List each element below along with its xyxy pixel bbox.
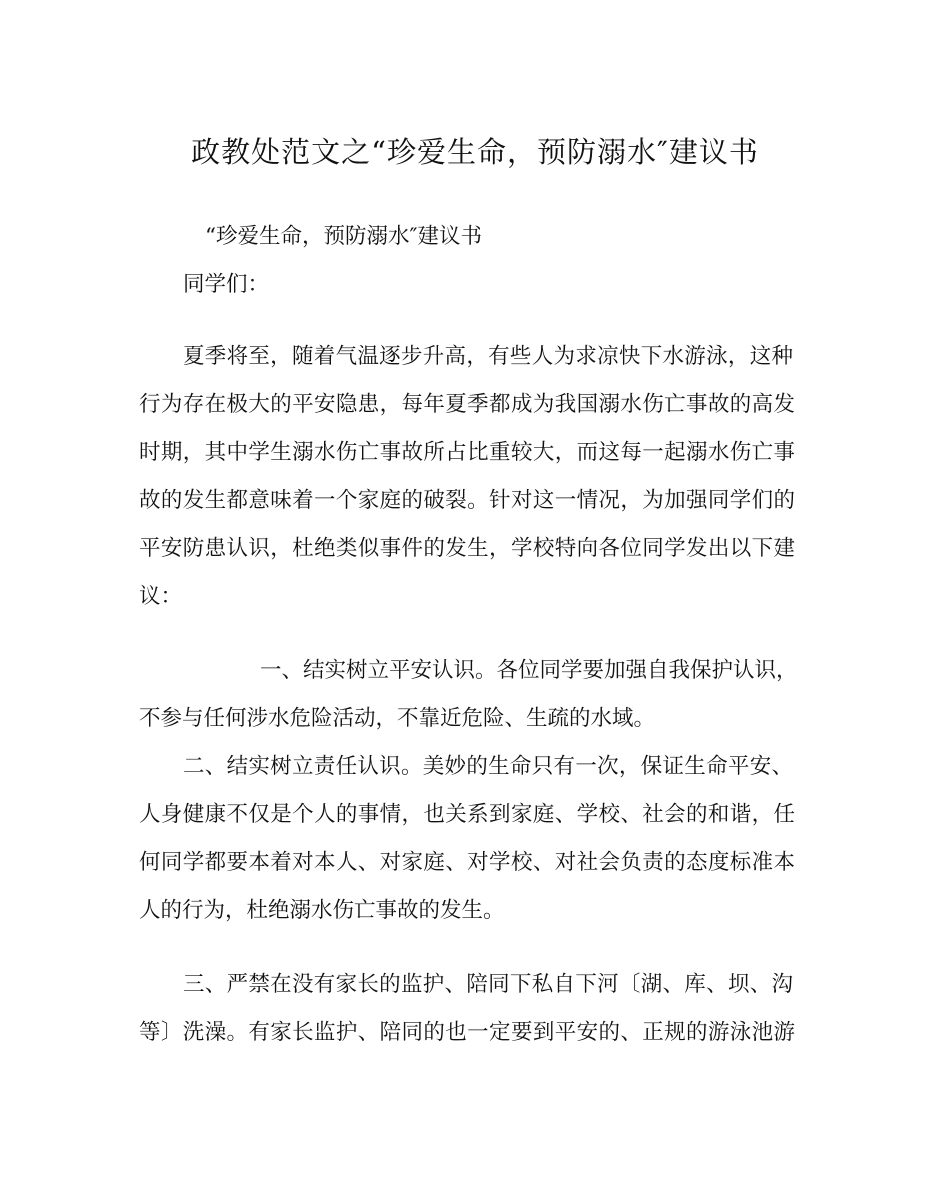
intro-line-5: 平安防患认识，杜绝类似事件的发生，学校特向各位同学发出以下建 — [139, 536, 795, 561]
item2-line-2: 人身健康不仅是个人的事情，也关系到家庭、学校、社会的和谐，任 — [139, 802, 795, 827]
salutation: 同学们： — [183, 272, 270, 297]
intro-line-3: 时期，其中学生溺水伤亡事故所占比重较大，而这每一起溺水伤亡事 — [139, 440, 795, 465]
item2-line-4: 人的行为，杜绝溺水伤亡事故的发生。 — [139, 898, 505, 923]
item1-line-2: 不参与任何涉水危险活动，不靠近危险、生疏的水域。 — [139, 706, 656, 731]
document-subtitle: “珍爱生命，预防溺水″建议书 — [205, 224, 483, 249]
intro-line-6: 议： — [139, 584, 183, 609]
intro-line-1: 夏季将至，随着气温逐步升高，有些人为求凉快下水游泳，这种 — [183, 344, 793, 369]
item2-line-3: 何同学都要本着对本人、对家庭、对学校、对社会负责的态度标准本 — [139, 850, 795, 875]
intro-line-2: 行为存在极大的平安隐患，每年夏季都成为我国溺水伤亡事故的高发 — [139, 392, 795, 417]
document-title: 政教处范文之“珍爱生命，预防溺水″建议书 — [191, 135, 759, 169]
item3-line-2: 等〕洗澡。有家长监护、陪同的也一定要到平安的、正规的游泳池游 — [139, 1020, 795, 1045]
item3-line-1: 三、严禁在没有家长的监护、陪同下私自下河〔湖、库、坝、沟 — [183, 972, 793, 997]
intro-line-4: 故的发生都意味着一个家庭的破裂。针对这一情况，为加强同学们的 — [139, 488, 795, 513]
item1-line-1: 一、结实树立平安认识。各位同学要加强自我保护认识， — [260, 658, 798, 683]
item2-line-1: 二、结实树立责任认识。美妙的生命只有一次，保证生命平安、 — [183, 754, 793, 779]
